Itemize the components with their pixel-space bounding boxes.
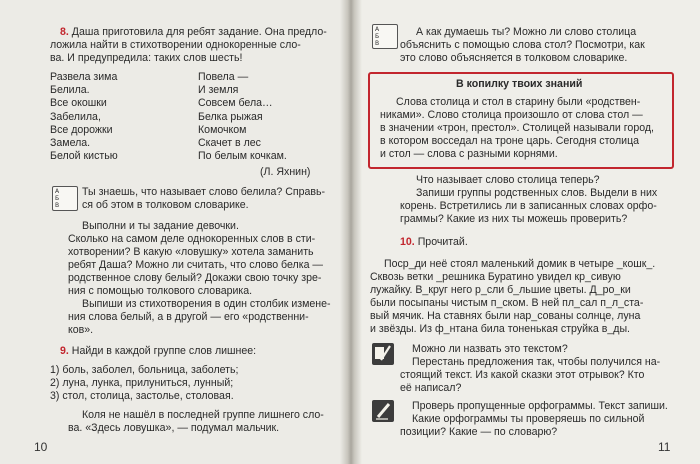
- pen-icon: [372, 343, 394, 365]
- intro-line: А как думаешь ты? Можно ли слово столица: [416, 26, 637, 38]
- intro-line: объяснить с помощью слова стол? Посмотри, как: [400, 39, 645, 51]
- intro-line: это слово объясняется в толковом словарике.: [400, 52, 628, 64]
- poem-line: И земля: [198, 84, 239, 97]
- task8-line: Даша приготовила для ребят задание. Она предло-: [71, 26, 327, 38]
- task9-item: 3) стол, столица, застолье, столовая.: [50, 390, 234, 402]
- poem-line: Все дорожки: [50, 123, 113, 136]
- task-line: Выполни и ты задание девочки.: [82, 220, 239, 232]
- final-task-line: Какие орфограммы ты проверяешь по сильной: [412, 413, 645, 425]
- poem-line: Забелила,: [50, 110, 101, 123]
- task-line: родственное слову белый? Докажи свою точку зре-: [68, 272, 322, 284]
- after-box-line: Что называет слово столица теперь?: [416, 174, 600, 186]
- task9-number: 9.: [60, 345, 69, 357]
- question-belila: Ты знаешь, что называет слово белила? Справь-: [82, 186, 326, 198]
- after-box-line: Запиши группы родственных слов. Выдели в них: [416, 187, 658, 199]
- task9-item: 1) боль, заболел, больница, заболеть;: [50, 364, 239, 376]
- knowledge-line: и стол — слова с разными корнями.: [380, 148, 558, 160]
- poem-column-right: [198, 71, 287, 163]
- task10-number: 10.: [400, 236, 415, 248]
- knowledge-line: никами». Слово столица произошло от слова стол —: [380, 109, 643, 121]
- exercise-text-line: лужайку. В_круг него р_сли б_льшие цветы. Д_ро_ки: [370, 284, 631, 296]
- after-box-line: граммы? Какие из них ты можешь проверить?: [400, 213, 628, 225]
- poem-line: Замела.: [50, 137, 91, 150]
- page-number-right: 11: [658, 440, 671, 454]
- knowledge-line: Слова столица и стол в старину были «родствен-: [396, 96, 641, 108]
- task10-header: [400, 236, 468, 249]
- exercise-text-line: Сквозь ветки _решника Буратино увидел кр_сивую: [370, 271, 621, 283]
- knowledge-line: в значении «трон, престол». Столицей называли город,: [380, 122, 654, 134]
- page-number-left: 10: [34, 440, 48, 454]
- dictionary-icon: [52, 186, 78, 211]
- task9-header: [60, 345, 256, 358]
- task-line: ния с помощью толкового словарика.: [68, 285, 253, 297]
- dictionary-icon-letter: А: [375, 26, 380, 33]
- poem-line: Белка рыжая: [198, 110, 263, 123]
- text-question-line: её написал?: [400, 382, 462, 394]
- poem-line: Развела зима: [50, 71, 118, 83]
- exercise-text-line: и звёзды. Из ф_нтана била тоненькая струйка в_ды.: [370, 323, 631, 335]
- task9-end: ва. «Здесь ловушка», — подумал мальчик.: [68, 422, 280, 434]
- poem-author: (Л. Яхнин): [260, 166, 311, 178]
- knowledge-line: в котором восседал на троне царь. Сегодня столица: [380, 135, 640, 147]
- final-task-line: Проверь пропущенные орфограммы. Текст запиши.: [412, 400, 668, 412]
- task8-text: [60, 26, 327, 39]
- poem-line: Совсем бела…: [198, 97, 273, 110]
- poem-line: Белой кистью: [50, 150, 118, 163]
- book-gutter: [340, 0, 362, 464]
- poem-column-left: [50, 71, 118, 163]
- poem-line: Комочком: [198, 123, 247, 136]
- dictionary-icon-letter: В: [55, 202, 60, 209]
- text-question-line: Перестань предложения так, чтобы получился на-: [412, 356, 661, 368]
- question-belila: ся об этом в толковом словарике.: [82, 199, 249, 211]
- task8-line: ложила найти в стихотворении однокоренные сло-: [50, 39, 301, 51]
- dictionary-icon: [372, 24, 398, 49]
- exercise-text-line: были посыпаны чистым п_ском. В ней пл_сал п_л_ста-: [370, 297, 644, 309]
- dictionary-icon-letter: В: [375, 40, 380, 47]
- dictionary-icon-letter: Б: [375, 33, 380, 40]
- text-question-line: стоящий текст. Из какой сказки этот отрывок? Кто: [400, 369, 645, 381]
- exercise-text-line: вый мячик. На ставнях были нар_сованы солнце, луна: [370, 310, 641, 322]
- poem-line: Повела —: [198, 71, 249, 83]
- poem-line: Все окошки: [50, 97, 107, 110]
- dictionary-icon-letter: Б: [55, 195, 60, 202]
- task-line: ребят Даша? Можно ли считать, что слово белка —: [68, 259, 324, 271]
- knowledge-box-title: В копилку твоих знаний: [456, 78, 583, 90]
- dictionary-icon-letter: А: [55, 188, 60, 195]
- task8-number: 8.: [60, 26, 69, 38]
- task-line: Сколько на самом деле однокоренных слов в сти-: [68, 233, 316, 245]
- task8-line: ва. И предупредила: таких слов шесть!: [50, 52, 243, 64]
- pencil-icon: [372, 400, 394, 422]
- task-line: хотворении? В какую «ловушку» хотела заманить: [68, 246, 314, 258]
- text-question-line: Можно ли назвать это текстом?: [412, 343, 568, 355]
- after-box-line: корень. Встретились ли в записанных словах орфо-: [400, 200, 657, 212]
- task9-end: Коля не нашёл в последней группе лишнего сло-: [82, 409, 324, 421]
- task9-item: 2) луна, лунка, прилуниться, лунный;: [50, 377, 234, 389]
- task-line: ния слова белый, а в другой — его «родственни-: [68, 311, 309, 323]
- poem-line: По белым кочкам.: [198, 150, 287, 163]
- poem-line: Белила.: [50, 84, 90, 97]
- task-line: Выпиши из стихотворения в один столбик измене-: [82, 298, 331, 310]
- task10-title: Прочитай.: [417, 236, 468, 248]
- final-task-line: позиции? Какие — по словарю?: [400, 426, 558, 438]
- poem-line: Скачет в лес: [198, 137, 261, 150]
- task-line: ков».: [68, 324, 94, 336]
- exercise-text-line: Поср_ди неё стоял маленький домик в четыре _кошк_.: [384, 258, 656, 270]
- task9-title: Найди в каждой группе слов лишнее:: [71, 345, 257, 357]
